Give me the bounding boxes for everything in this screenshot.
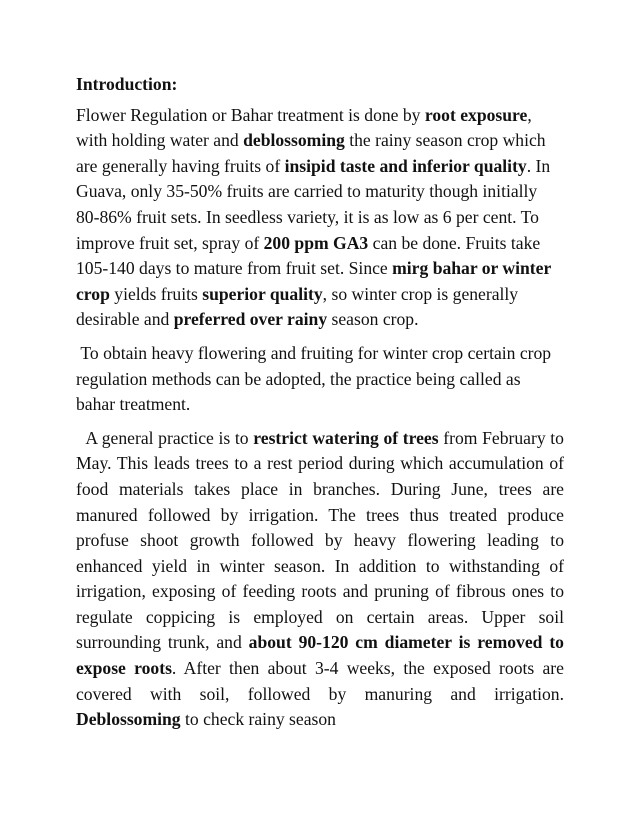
bold-term: preferred over rainy <box>173 309 328 330</box>
bold-term: deblossoming <box>243 130 345 151</box>
text-run: season crop. <box>327 309 419 330</box>
text-run: the rainy season crop which are generally having fruits of <box>76 130 546 176</box>
text-run: to check rainy season <box>180 709 336 730</box>
text-run: . After then about 3-4 weeks, the exposed roots are covered with soil, followed by manuring and irrigation. <box>76 658 564 704</box>
text-run: A general practice is to <box>76 427 254 448</box>
bold-term: superior quality <box>202 283 323 304</box>
bold-term: restrict watering of trees <box>253 427 439 448</box>
text-run: Flower Regulation or Bahar treatment is done by <box>76 104 425 125</box>
bold-term: Deblossoming <box>76 709 181 730</box>
bold-term: 200 ppm GA3 <box>263 232 369 253</box>
text-run: To obtain heavy flowering and fruiting for winter crop certain crop regulation methods can be adopted, the practice being called as bahar treatment. <box>76 342 556 415</box>
text-run: can be done. Fruits take 105-140 days to mature from fruit set. Since <box>76 232 541 279</box>
bold-term: mirg bahar or winter crop <box>76 258 551 304</box>
bold-term: about 90-120 cm diameter is removed to expose roots <box>76 632 564 679</box>
text-run: , with holding water and <box>76 104 532 151</box>
section-heading: Introduction: <box>76 74 178 94</box>
paragraph-bahar <box>76 341 564 418</box>
bold-term: root exposure <box>424 104 528 125</box>
text-run: yields fruits <box>109 283 203 304</box>
paragraph-practice <box>76 426 564 733</box>
bold-term: insipid taste and inferior quality <box>284 155 527 176</box>
document-page <box>76 72 564 733</box>
text-run: from February to May. This leads trees to a rest period during which accumulation of food materials takes place in branches. During June, trees are manured followed by irrigation. The trees thus treated produce profuse shoot growth followed by heavy flowering leading to enhanced yield in winter season. In addition to withstanding of irrigation, exposing of feeding roots and pruning of fibrous ones to regulate coppicing is employed on certain areas. Upper soil surrounding trunk, and <box>76 427 564 653</box>
paragraph-intro <box>76 103 564 333</box>
text-run: . In Guava, only 35-50% fruits are carried to maturity though initially 80-86% fruit sets. In seedless variety, it is as low as 6 per cent. To improve fruit set, spray of <box>76 155 551 253</box>
text-run: , so winter crop is generally desirable and <box>76 283 519 330</box>
